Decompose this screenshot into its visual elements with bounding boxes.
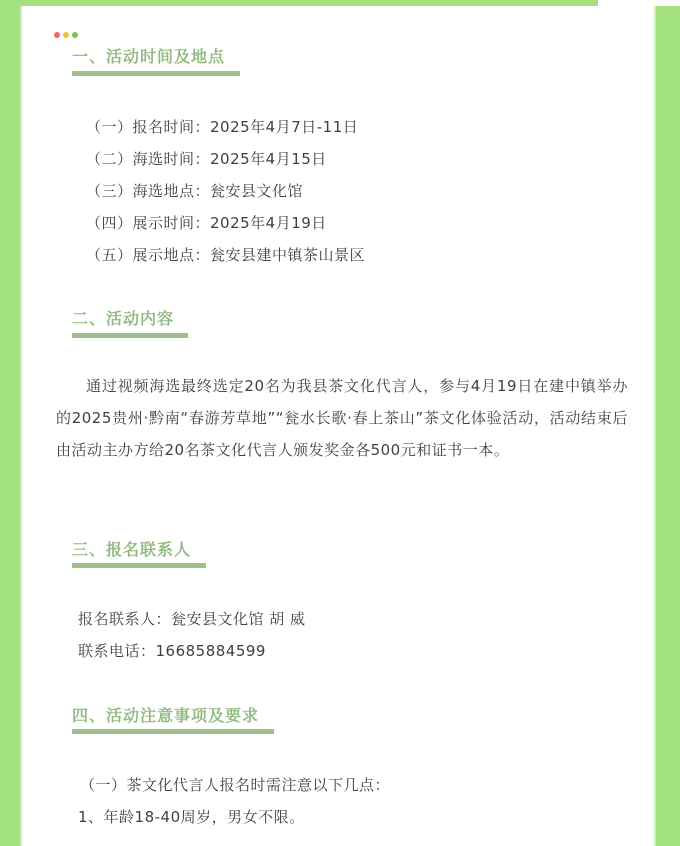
contact-person: 报名联系人：瓮安县文化馆 胡 威 — [78, 610, 306, 628]
contact-phone: 联系电话：16685884599 — [78, 642, 266, 660]
green-dot-icon — [72, 32, 78, 38]
section-4-item-1: （一）茶文化代言人报名时需注意以下几点： — [80, 776, 391, 794]
section-2-underline — [72, 333, 188, 338]
yellow-dot-icon — [63, 32, 69, 38]
article-card — [20, 6, 656, 846]
section-1-item-1: （一）报名时间：2025年4月7日-11日 — [86, 118, 359, 136]
section-1-item-3: （三）海选地点：瓮安县文化馆 — [86, 182, 304, 200]
red-dot-icon — [54, 32, 60, 38]
section-1-underline — [72, 71, 240, 76]
section-1-title: 一、活动时间及地点 — [72, 47, 226, 66]
section-2-paragraph: 通过视频海选最终选定20名为我县茶文化代言人，参与4月19日在建中镇举办的2025贵州·黔南“春游芳草地”“瓮水长歌·春上茶山”茶文化体验活动，活动结束后由活动主办方给20名茶文化代言人颁发奖金各500元和证书一本。 — [56, 377, 628, 459]
section-3-underline — [72, 563, 206, 568]
section-4-underline — [72, 729, 274, 734]
section-4-item-2: 1、年龄18-40周岁，男女不限。 — [78, 808, 305, 826]
section-1-item-4: （四）展示时间：2025年4月19日 — [86, 214, 327, 232]
section-2-title: 二、活动内容 — [72, 309, 175, 328]
section-4-title: 四、活动注意事项及要求 — [72, 706, 260, 725]
section-3-title: 三、报名联系人 — [72, 540, 192, 559]
section-1-item-5: （五）展示地点：瓮安县建中镇茶山景区 — [86, 246, 366, 264]
section-1-item-2: （二）海选时间：2025年4月15日 — [86, 150, 327, 168]
decorative-dots — [54, 32, 78, 38]
